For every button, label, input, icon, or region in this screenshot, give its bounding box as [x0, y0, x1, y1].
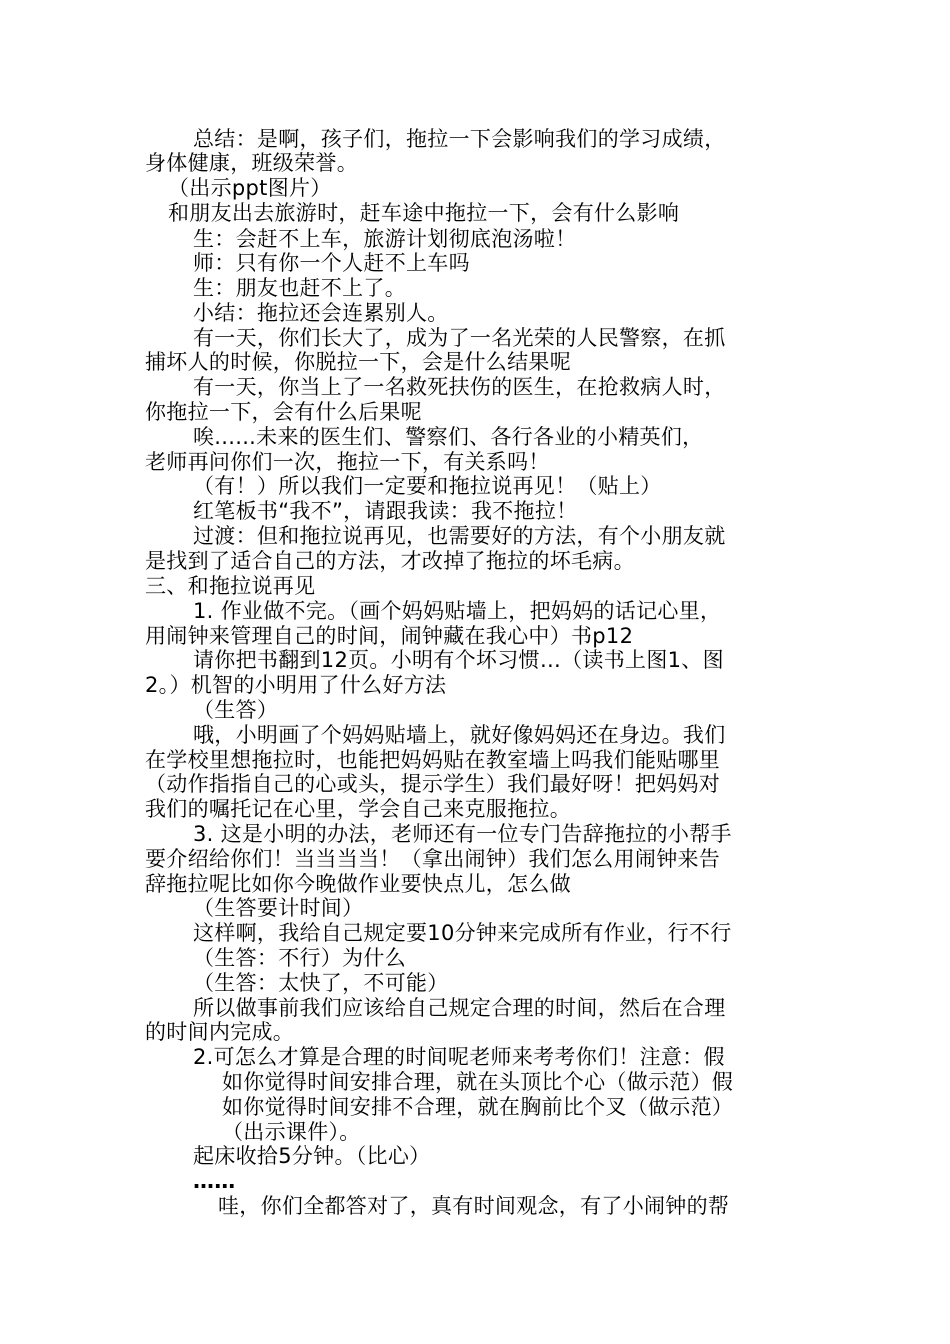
text-line: 所以做事前我们应该给自己规定合理的时间，然后在合理 — [193, 996, 726, 1020]
text-line: 在学校里想拖拉时，也能把妈妈贴在教室墙上吗我们能贴哪里 — [145, 748, 721, 772]
text-line: 如你觉得时间安排合理，就在头顶比个心（做示范）假 — [222, 1070, 734, 1094]
text-line: 有一天，你当上了一名救死扶伤的医生，在抢救病人时， — [193, 375, 726, 399]
text-line: 我们的嘱托记在心里，学会自己来克服拖拉。 — [145, 797, 571, 821]
text-line: 师：只有你一个人赶不上车吗 — [193, 251, 470, 275]
text-line: 要介绍给你们！当当当当！（拿出闹钟）我们怎么用闹钟来告 — [145, 847, 721, 871]
text-line: 捕坏人的时候，你脱拉一下，会是什么结果呢 — [145, 350, 571, 374]
text-line: 身体健康，班级荣誉。 — [145, 151, 358, 175]
text-line: 生：会赶不上车，旅游计划彻底泡汤啦！ — [193, 227, 577, 251]
text-line: 哦，小明画了个妈妈贴墙上，就好像妈妈还在身边。我们 — [193, 723, 726, 747]
text-line: 3. 这是小明的办法，老师还有一位专门告辞拖拉的小帮手 — [193, 822, 732, 846]
text-line: 你拖拉一下，会有什么后果呢 — [145, 400, 422, 424]
text-line: （生答：太快了，不可能） — [193, 971, 449, 995]
text-line: 有一天，你们长大了，成为了一名光荣的人民警察，在抓 — [193, 326, 726, 350]
text-line: 这样啊，我给自己规定要10分钟来完成所有作业，行不行 — [193, 921, 732, 945]
section-heading: 三、和拖拉说再见 — [145, 574, 316, 598]
text-line: （生答：不行）为什么 — [193, 946, 406, 970]
ellipsis-line: …… — [193, 1169, 236, 1193]
text-line: （动作指指自己的心或头，提示学生）我们最好呀！把妈妈对 — [145, 772, 721, 796]
text-line: （生答要计时间） — [193, 896, 364, 920]
text-line: 唉......未来的医生们、警察们、各行各业的小精英们， — [193, 425, 704, 449]
text-line: 红笔板书“我不”，请跟我读：我不拖拉！ — [193, 499, 578, 523]
text-line: 辞拖拉呢比如你今晚做作业要快点儿，怎么做 — [145, 872, 571, 896]
text-line: 2.可怎么才算是合理的时间呢老师来考考你们！注意：假 — [193, 1045, 725, 1069]
text-line: 是找到了适合自己的方法，才改掉了拖拉的坏毛病。 — [145, 549, 635, 573]
text-line: 起床收拾5分钟。（比心） — [193, 1144, 431, 1168]
text-line: 过渡：但和拖拉说再见，也需要好的方法，有个小朋友就 — [193, 524, 726, 548]
text-line: 2。）机智的小明用了什么好方法 — [145, 673, 447, 697]
text-line: （有！）所以我们一定要和拖拉说再见！（贴上） — [193, 474, 662, 498]
text-line: （出示课件）。 — [222, 1120, 361, 1144]
text-line: 生：朋友也赶不上了。 — [193, 276, 406, 300]
text-line: 如你觉得时间安排不合理，就在胸前比个叉（做示范） — [222, 1095, 734, 1119]
text-line: （生答） — [193, 698, 279, 722]
text-line: 老师再问你们一次，拖拉一下，有关系吗！ — [145, 450, 550, 474]
text-line: 哇，你们全都答对了，真有时间观念，有了小闹钟的帮 — [218, 1194, 730, 1218]
text-line: 小结：拖拉还会连累别人。 — [193, 301, 449, 325]
text-line: 请你把书翻到12页。小明有个坏习惯…（读书上图1、图 — [193, 648, 724, 672]
text-line: 总结：是啊，孩子们，拖拉一下会影响我们的学习成绩， — [193, 127, 726, 151]
text-line: 和朋友出去旅游时，赶车途中拖拉一下，会有什么影响 — [168, 201, 680, 225]
text-line: 用闹钟来管理自己的时间，闹钟藏在我心中）书p12 — [145, 624, 634, 648]
text-line: 的时间内完成。 — [145, 1020, 295, 1044]
text-line: （出示ppt图片） — [168, 176, 332, 200]
text-line: 1. 作业做不完。（画个妈妈贴墙上，把妈妈的话记心里， — [193, 599, 722, 623]
